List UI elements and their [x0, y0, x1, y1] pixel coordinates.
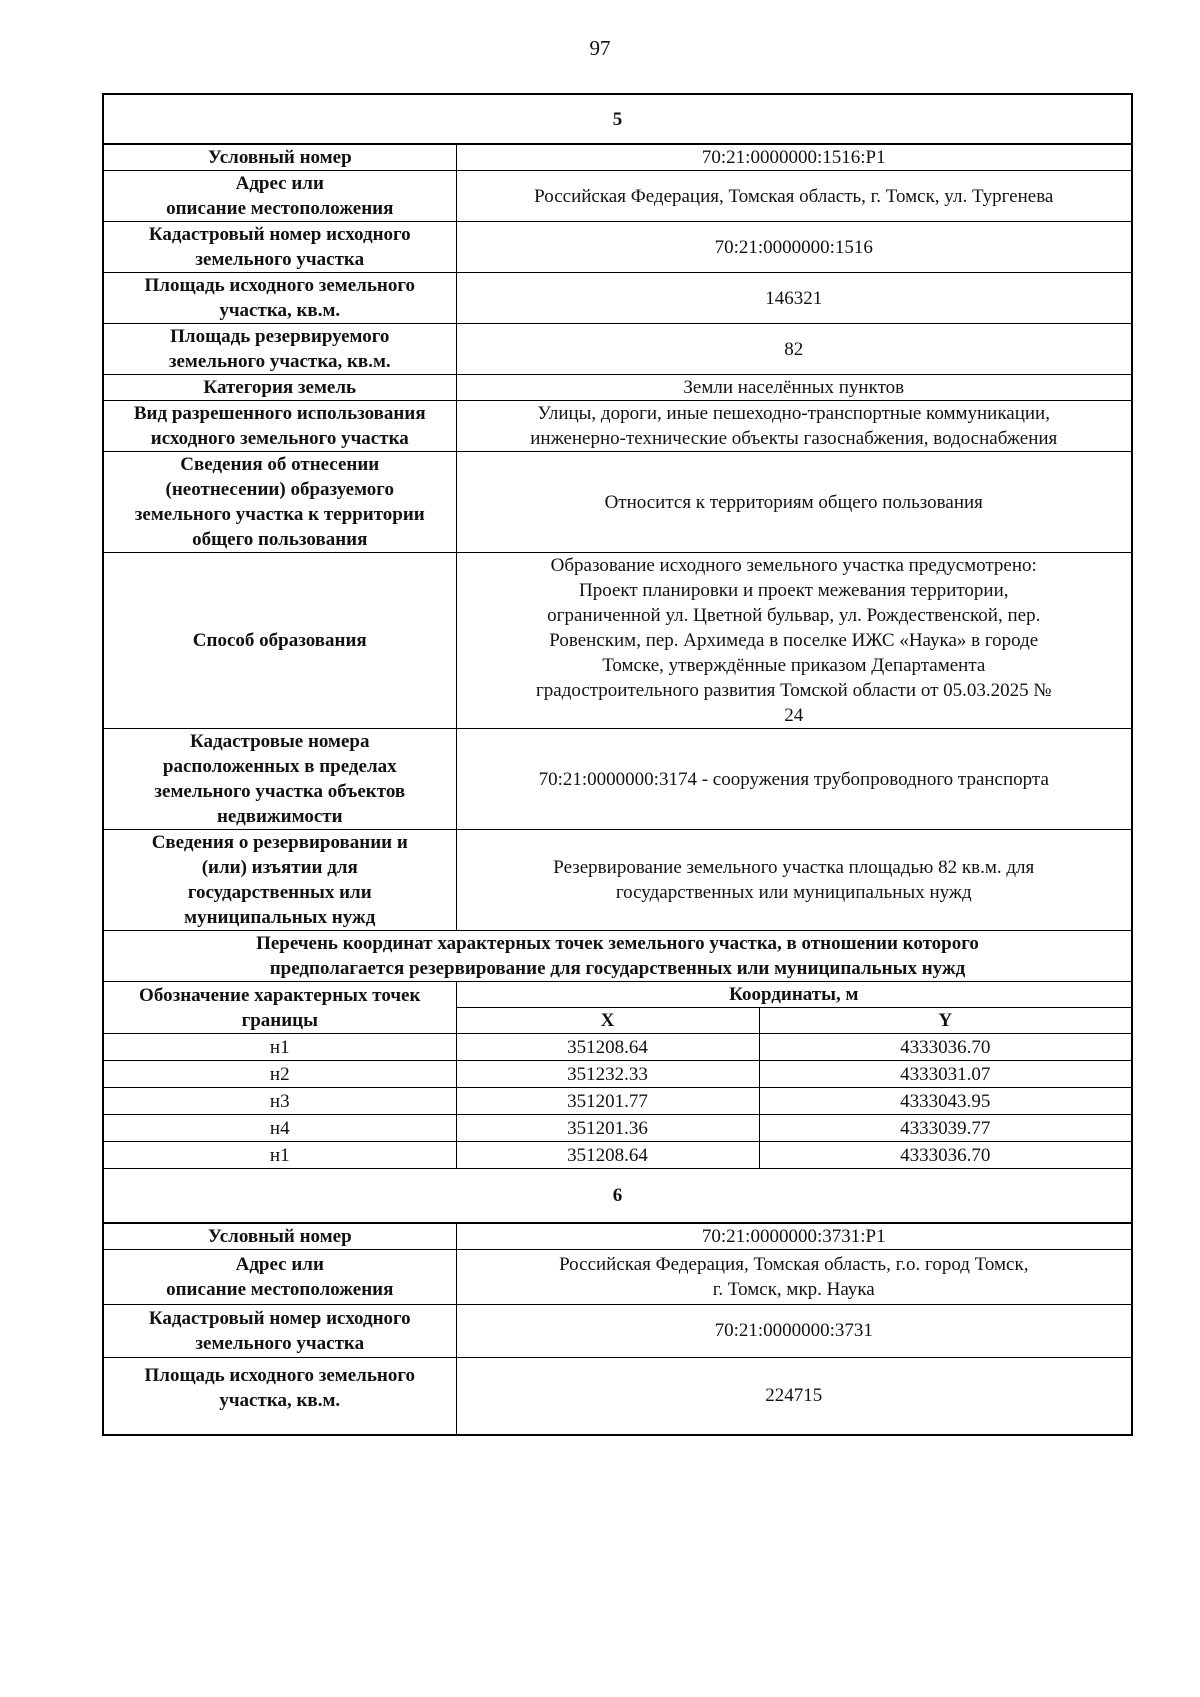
row-label: Сведения об отнесении (неотнесении) образуемого земельного участка к территории общего пользования — [103, 452, 456, 553]
points-header: Обозначение характерных точек границы — [103, 982, 456, 1034]
point-x: 351201.77 — [456, 1088, 759, 1115]
page-number: 97 — [589, 36, 611, 60]
row-value: 70:21:0000000:3731:Р1 — [456, 1223, 1132, 1250]
point-name: н3 — [103, 1088, 456, 1115]
coords-header: Координаты, м — [456, 982, 1132, 1008]
row-value: Улицы, дороги, иные пешеходно-транспортные коммуникации, инженерно-технические объекты газоснабжения, водоснабжения — [456, 401, 1132, 452]
row-label: Условный номер — [103, 1223, 456, 1250]
section-number: 5 — [103, 94, 1132, 144]
row-label: Адрес или описание местоположения — [103, 171, 456, 222]
section-number: 6 — [103, 1169, 1132, 1223]
row-label: Кадастровые номера расположенных в пределах земельного участка объектов недвижимости — [103, 729, 456, 830]
point-x: 351201.36 — [456, 1115, 759, 1142]
x-header: X — [456, 1008, 759, 1034]
row-label: Категория земель — [103, 375, 456, 401]
reservation-table — [102, 93, 1133, 1436]
point-x: 351232.33 — [456, 1061, 759, 1088]
table-row — [103, 1061, 1132, 1088]
row-value: 82 — [456, 324, 1132, 375]
coords-title: Перечень координат характерных точек земельного участка, в отношении которого предполагается резервирование для государственных или муниципальных нужд — [103, 931, 1132, 982]
point-y: 4333036.70 — [759, 1142, 1132, 1169]
row-label: Площадь резервируемого земельного участка, кв.м. — [103, 324, 456, 375]
y-header: Y — [759, 1008, 1132, 1034]
row-label: Кадастровый номер исходного земельного участка — [103, 222, 456, 273]
point-x: 351208.64 — [456, 1034, 759, 1061]
point-name: н4 — [103, 1115, 456, 1142]
row-label: Условный номер — [103, 144, 456, 171]
row-value: 70:21:0000000:1516 — [456, 222, 1132, 273]
table-row — [103, 1142, 1132, 1169]
row-label: Сведения о резервировании и (или) изъятии для государственных или муниципальных нужд — [103, 830, 456, 931]
point-y: 4333043.95 — [759, 1088, 1132, 1115]
row-value: 224715 — [456, 1357, 1132, 1435]
row-value: Российская Федерация, Томская область, г. Томск, ул. Тургенева — [456, 171, 1132, 222]
table-row — [103, 1034, 1132, 1061]
row-value: 70:21:0000000:3174 - сооружения трубопроводного транспорта — [456, 729, 1132, 830]
row-value: Относится к территориям общего пользования — [456, 452, 1132, 553]
row-value: Образование исходного земельного участка предусмотрено: Проект планировки и проект межевания территории, ограниченной ул. Цветной бульвар, ул. Рождественской, пер. Ровенским, пер. Архимеда в поселке ИЖС «Наука» в городе Томске, утверждённые приказом Департамента градостроительного развития Томской области от 05.03.2025 № 24 — [456, 553, 1132, 729]
table-row — [103, 1115, 1132, 1142]
row-label: Способ образования — [103, 553, 456, 729]
point-y: 4333036.70 — [759, 1034, 1132, 1061]
row-value: Земли населённых пунктов — [456, 375, 1132, 401]
row-label: Адрес или описание местоположения — [103, 1249, 456, 1304]
point-name: н1 — [103, 1034, 456, 1061]
point-y: 4333031.07 — [759, 1061, 1132, 1088]
row-label: Площадь исходного земельного участка, кв.м. — [103, 273, 456, 324]
row-value: Резервирование земельного участка площадью 82 кв.м. для государственных или муниципальных нужд — [456, 830, 1132, 931]
table-row — [103, 1088, 1132, 1115]
point-name: н2 — [103, 1061, 456, 1088]
row-label: Площадь исходного земельного участка, кв.м. — [103, 1357, 456, 1435]
point-name: н1 — [103, 1142, 456, 1169]
point-y: 4333039.77 — [759, 1115, 1132, 1142]
point-x: 351208.64 — [456, 1142, 759, 1169]
row-value: Российская Федерация, Томская область, г.о. город Томск, г. Томск, мкр. Наука — [456, 1249, 1132, 1304]
row-value: 70:21:0000000:3731 — [456, 1304, 1132, 1357]
row-value: 146321 — [456, 273, 1132, 324]
row-label: Вид разрешенного использования исходного земельного участка — [103, 401, 456, 452]
row-value: 70:21:0000000:1516:Р1 — [456, 144, 1132, 171]
row-label: Кадастровый номер исходного земельного участка — [103, 1304, 456, 1357]
